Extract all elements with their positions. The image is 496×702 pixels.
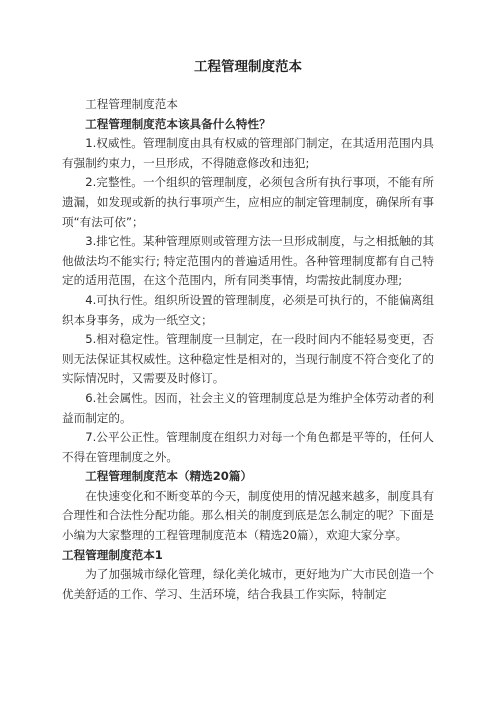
property-fairness: 7.公平公正性。管理制度在组织力对每一个角色都是平等的，任何人不得在管理制度之外。	[62, 430, 434, 464]
property-completeness: 2.完整性。一个组织的管理制度，必须包含所有执行事项，不能有所遗漏，如发现或新的执行事项产生，应相应的制定管理制度，确保所有事项“有法可依”；	[62, 175, 434, 229]
document-page	[62, 58, 434, 604]
property-exclusivity: 3.排它性。某种管理原则或管理方法一旦形成制度，与之相抵触的其他做法均不能实行; 特定范围内的普遍适用性。各种管理制度都有自己特定的适用范围，在这个范围内，所有同类事情，均需按此制度办理;	[62, 234, 434, 288]
property-social: 6.社会属性。因而，社会主义的管理制度总是为维护全体劳动者的利益而制定的。	[62, 390, 434, 425]
subtitle: 工程管理制度范本	[85, 97, 178, 111]
document-title: 工程管理制度范本	[194, 59, 302, 75]
property-executability: 4.可执行性。组织所设置的管理制度，必须是可执行的，不能偏离组织本身事务，成为一纸空文；	[62, 292, 434, 327]
section-1-body: 为了加强城市绿化管理，绿化美化城市，更好地为广大市民创造一个优美舒适的工作、学习、生活环境，结合我县工作实际，特制定	[62, 567, 434, 601]
intro-paragraph: 在快速变化和不断变革的今天，制度使用的情况越来越多，制度具有合理性和合法性分配功能。那么相关的制度到底是怎么制定的呢？下面是小编为大家整理的工程管理制度范本（精选20篇），欢迎大家分享。	[62, 488, 434, 543]
collection-heading: 工程管理制度范本（精选20篇）	[85, 469, 253, 484]
section-1-heading: 工程管理制度范本1	[62, 547, 163, 562]
property-stability: 5.相对稳定性。管理制度一旦制定，在一段时间内不能轻易变更，否则无法保证其权威性。这种稳定性是相对的，当现行制度不符合变化了的实际情况时，又需要及时修订。	[62, 332, 434, 386]
property-authority: 1.权威性。管理制度由具有权威的管理部门制定，在其适用范围内具有强制约束力，一旦形成，不得随意修改和违犯;	[62, 136, 434, 170]
question-heading: 工程管理制度范本该具备什么特性？	[85, 116, 271, 131]
